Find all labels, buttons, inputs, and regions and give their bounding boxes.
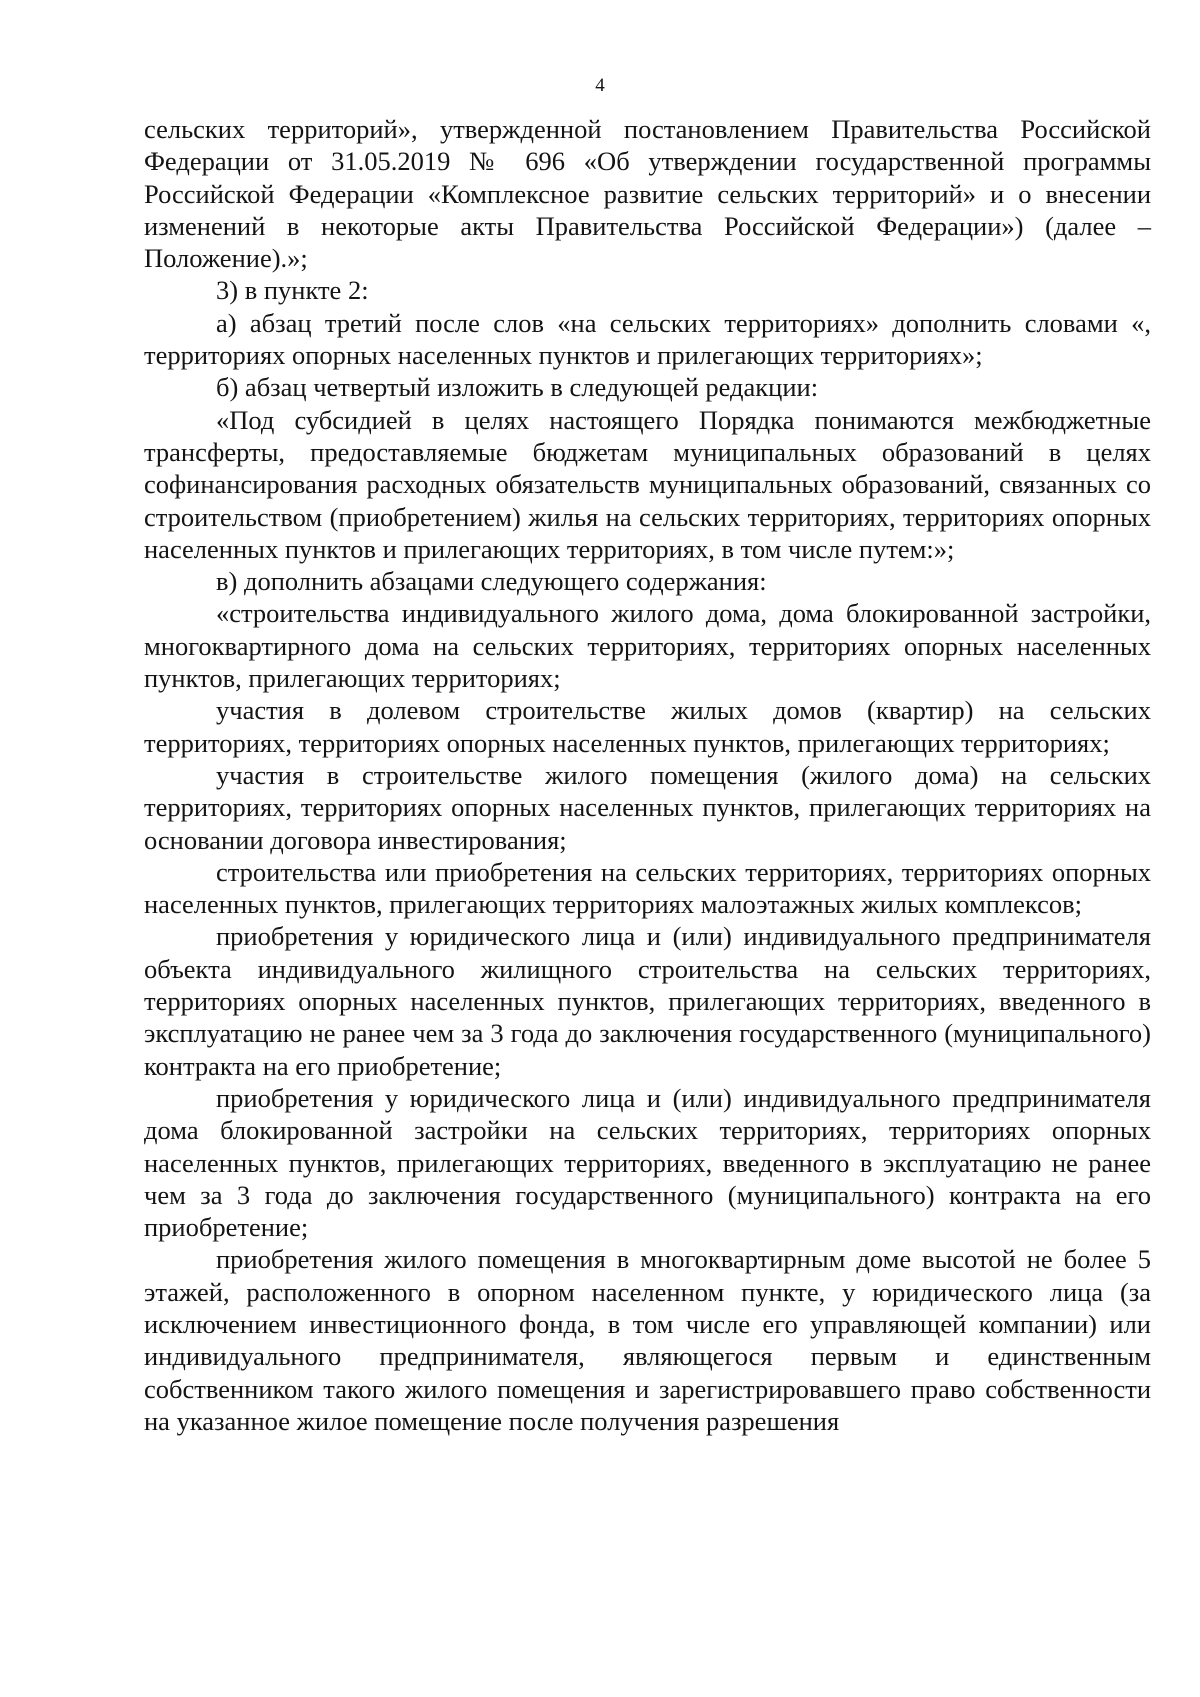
document-body <box>144 113 1151 1437</box>
paragraph-acquisition-apartment: приобретения жилого помещения в многоквартирным доме высотой не более 5 этажей, расположенного в опорном населенном пункте, у юридического лица (за исключением инвестиционного фонда, в том числе его управляющей компании) или индивидуального предпринимателя, являющегося первым и единственным собственником такого жилого помещения и зарегистрировавшего право собственности на указанное жилое помещение после получения разрешения <box>144 1244 1151 1436</box>
paragraph-continuation: сельских территорий», утвержденной постановлением Правительства Российской Федерации от 31.05.2019 № 696 «Об утверждении государственной программы Российской Федерации «Комплексное развитие сельских территорий» и о внесении изменений в некоторые акты Правительства Российской Федерации») (далее – Положение).»; <box>144 114 1151 274</box>
paragraph-subitem-v: в) дополнить абзацами следующего содержания: <box>216 566 767 597</box>
paragraph-investment-construction: участия в строительстве жилого помещения (жилого дома) на сельских территориях, территориях опорных населенных пунктов, прилегающих территориях на основании договора инвестирования; <box>144 759 1151 855</box>
paragraph-subitem-b: б) абзац четвертый изложить в следующей редакции: <box>216 372 819 403</box>
paragraph-acquisition-ihs: приобретения у юридического лица и (или) индивидуального предпринимателя объекта индивидуального жилищного строительства на сельских территориях, территориях опорных населенных пунктов, прилегающих территориях, введенного в эксплуатацию не ранее чем за 3 года до заключения государственного (муниципального) контракта на его приобретение; <box>144 921 1151 1081</box>
paragraph-low-rise-complexes: строительства или приобретения на сельских территориях, территориях опорных населенных пунктов, прилегающих территориях малоэтажных жилых комплексов; <box>144 856 1151 920</box>
paragraph-subitem-a: а) абзац третий после слов «на сельских территориях» дополнить словами «, территориях опорных населенных пунктов и прилегающих территориях»; <box>144 307 1151 371</box>
paragraph-shared-construction: участия в долевом строительстве жилых домов (квартир) на сельских территориях, территориях опорных населенных пунктов, прилегающих территориях; <box>144 695 1151 758</box>
paragraph-acquisition-blocked-house: приобретения у юридического лица и (или) индивидуального предпринимателя дома блокированной застройки на сельских территориях, территориях опорных населенных пунктов, прилегающих территориях, введенного в эксплуатацию не ранее чем за 3 года до заключения государственного (муниципального) контракта на его приобретение; <box>144 1082 1151 1243</box>
paragraph-construction: «строительства индивидуального жилого дома, дома блокированной застройки, многоквартирного дома на сельских территориях, территориях опорных населенных пунктов, прилегающих территориях; <box>144 598 1151 694</box>
page-number: 4 <box>595 75 605 96</box>
paragraph-item-3: 3) в пункте 2: <box>216 275 369 306</box>
paragraph-subsidy-definition: «Под субсидией в целях настоящего Порядка понимаются межбюджетные трансферты, предоставляемые бюджетам муниципальных образований в целях софинансирования расходных обязательств муниципальных образований, связанных со строительством (приобретением) жилья на сельских территориях, территориях опорных населенных пунктов и прилегающих территориях, в том числе путем:»; <box>144 404 1151 564</box>
